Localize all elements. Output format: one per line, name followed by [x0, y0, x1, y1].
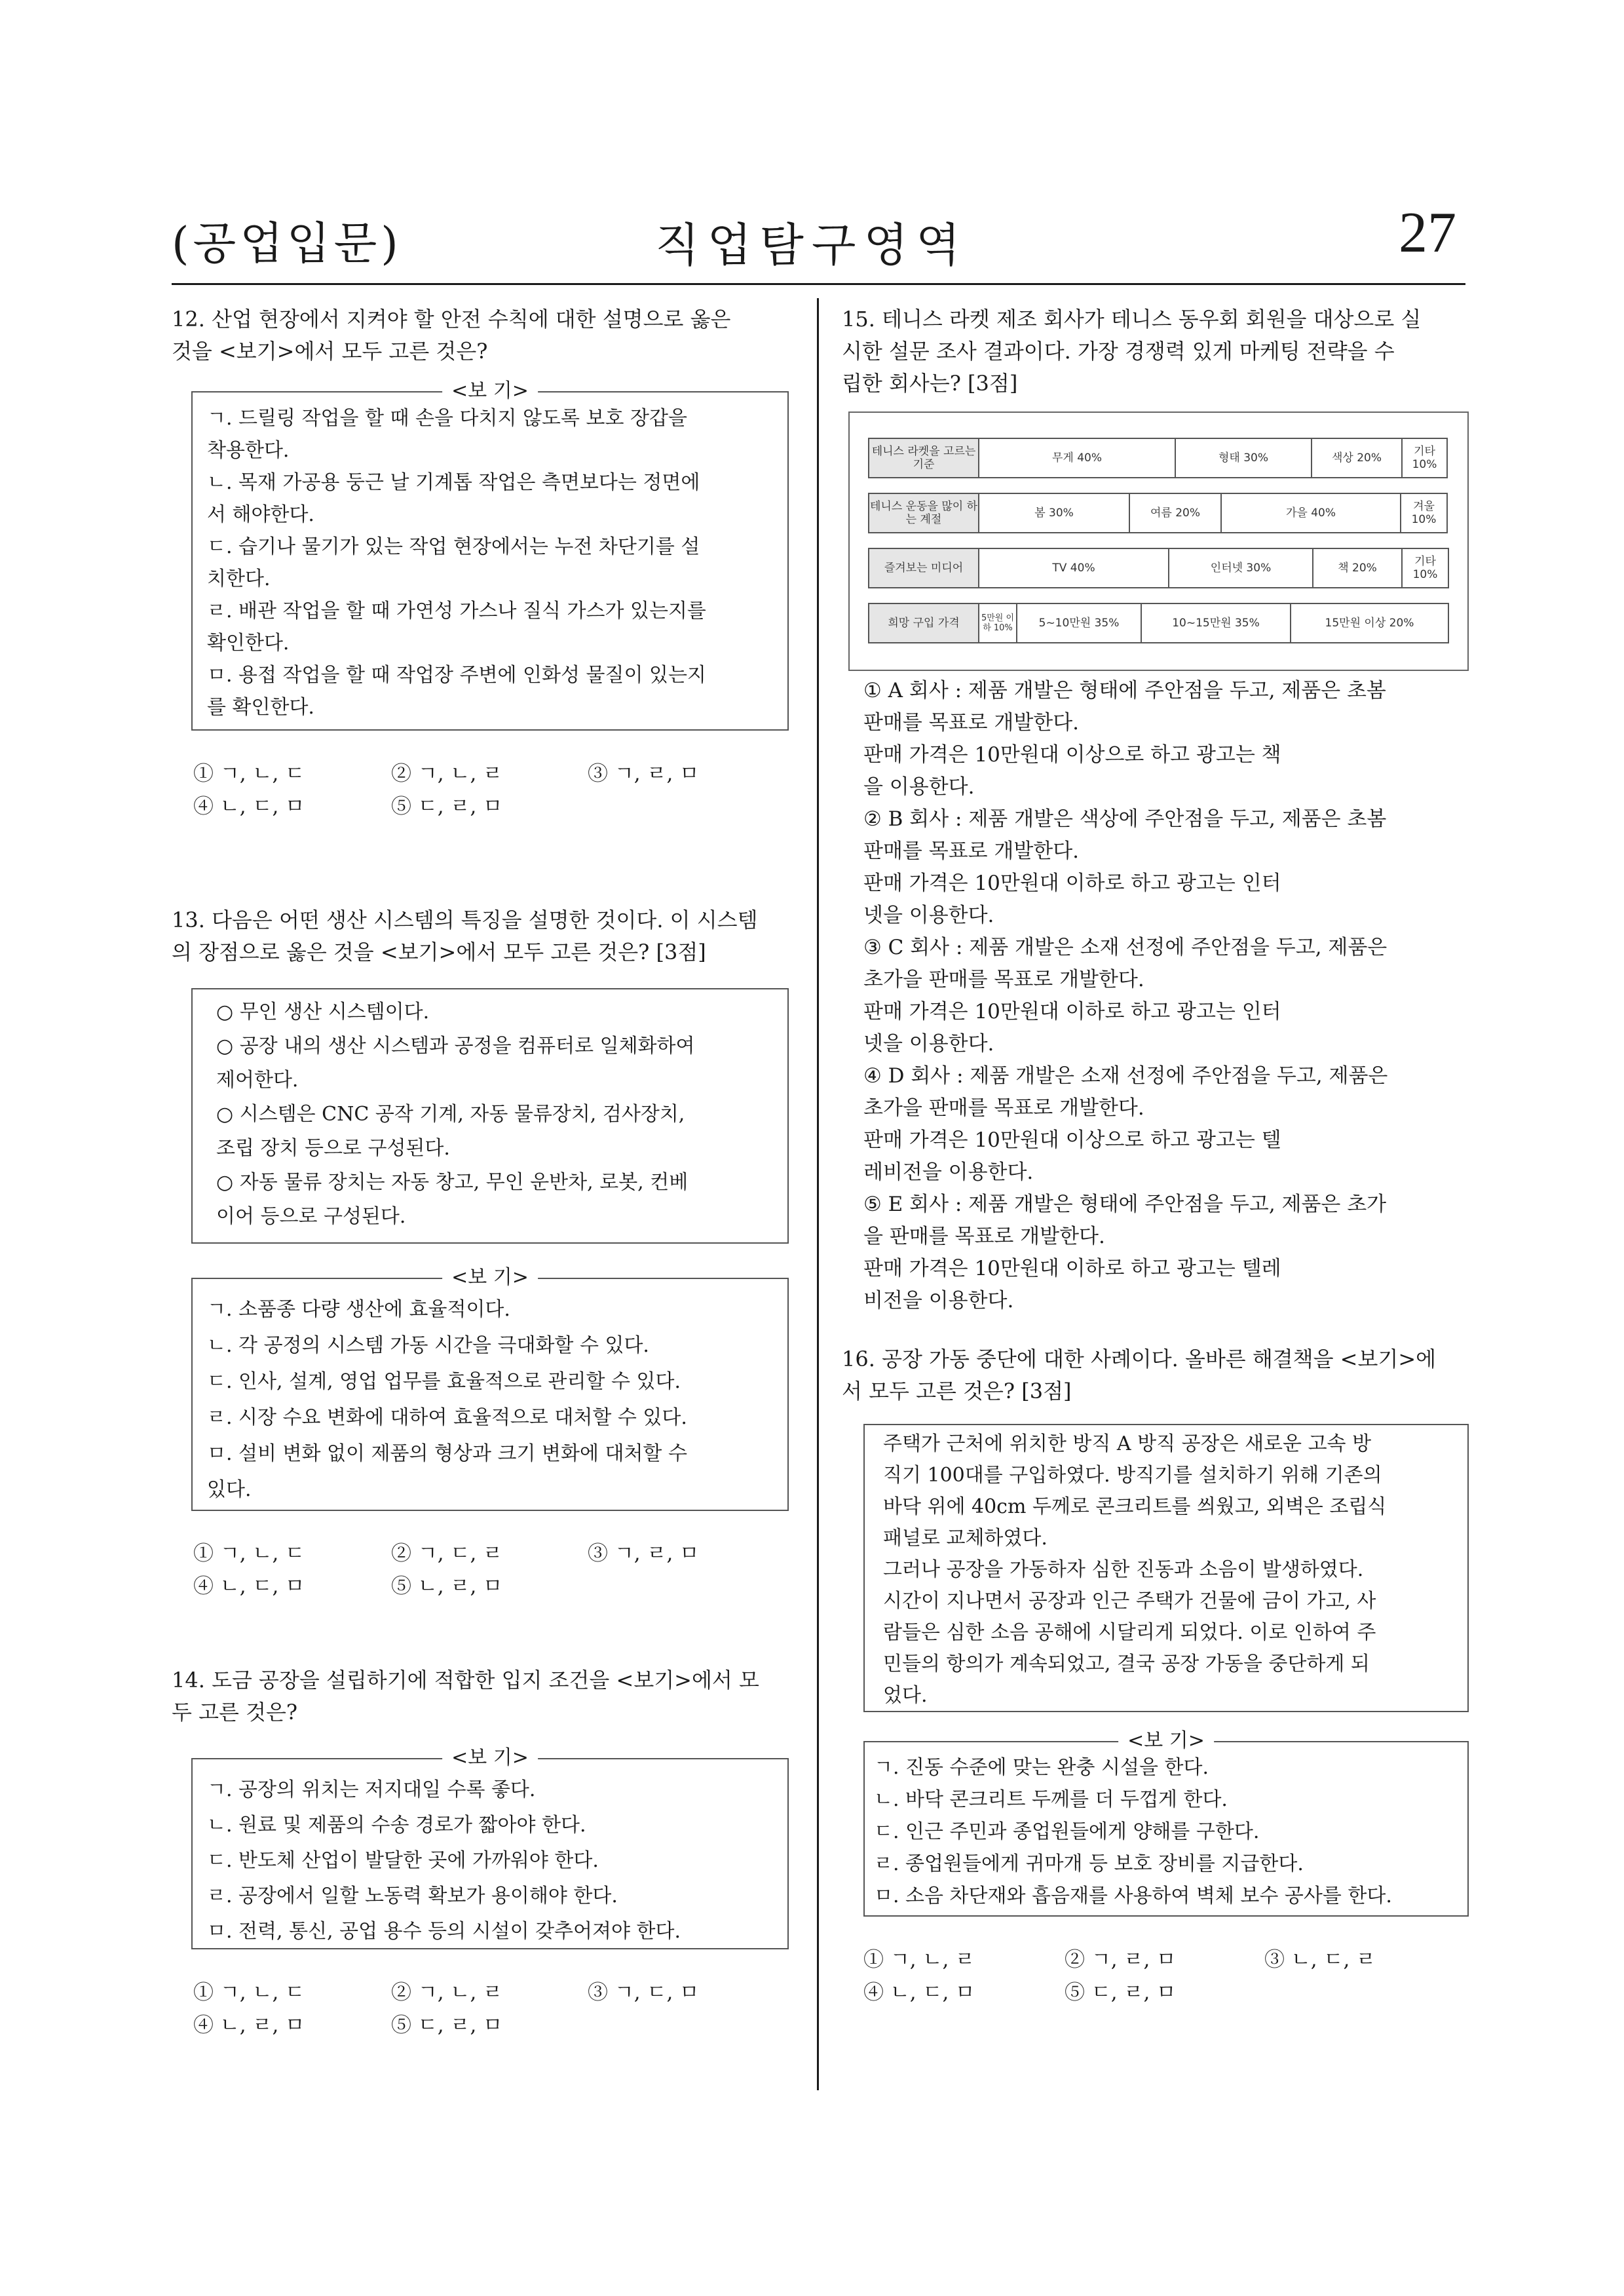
q12-option-3[interactable]: ③ ㄱ, ㄹ, ㅁ [588, 762, 700, 786]
q12-stem-line-1: 12. 산업 현장에서 지켜야 할 안전 수칙에 대한 설명으로 옳은 [172, 307, 731, 332]
q13-bogi-box [191, 1266, 789, 1511]
q16-passage-line: 그러나 공장을 가동하자 심한 진동과 소음이 발생하였다. [883, 1558, 1364, 1581]
q14-bogi-box [191, 1746, 789, 1949]
q13-option-1[interactable]: ① ㄱ, ㄴ, ㄷ [193, 1542, 305, 1565]
q14-option-5[interactable]: ⑤ ㄷ, ㄹ, ㅁ [391, 2014, 503, 2037]
survey-cell: 무게 40% [978, 438, 1176, 478]
survey-cell: 기타 10% [1401, 548, 1449, 588]
q13-info-line: ○ 무인 생산 시스템이다. [216, 1001, 430, 1024]
q15-option-5-line: 비전을 이용한다. [863, 1289, 1014, 1312]
q16-option-3[interactable]: ③ ㄴ, ㄷ, ㄹ [1264, 1948, 1376, 1972]
column-divider [817, 298, 819, 2090]
q15-option-3[interactable] [863, 932, 1387, 1060]
q12-option-1[interactable]: ① ㄱ, ㄴ, ㄷ [193, 762, 305, 786]
q12-bogi-line: 를 확인한다. [207, 696, 314, 719]
survey-cell: 겨울 10% [1400, 493, 1448, 533]
header-rule [172, 283, 1465, 285]
exam-subject: (공업입문) [172, 218, 402, 270]
q15-option-4-line: 판매 가격은 10만원대 이상으로 하고 광고는 텔 [863, 1128, 1281, 1152]
q14-option-4[interactable]: ④ ㄴ, ㄹ, ㅁ [193, 2014, 305, 2037]
q15-stem-line-2: 시한 설문 조사 결과이다. 가장 경쟁력 있게 마케팅 전략을 수 [842, 339, 1395, 364]
q13-bogi-line: 있다. [207, 1478, 252, 1501]
q14-option-3[interactable]: ③ ㄱ, ㄷ, ㅁ [588, 1981, 700, 2004]
q15-option-5-line: ⑤ E 회사 : 제품 개발은 형태에 주안점을 두고, 제품은 초가 [863, 1193, 1387, 1216]
q15-option-2-line: 넷을 이용한다. [863, 904, 994, 927]
q12-bogi-line: 착용한다. [207, 439, 290, 462]
q16-passage-line: 었다. [883, 1684, 928, 1707]
q12-bogi-box [191, 379, 789, 731]
q13-bogi-line: ㄷ. 인사, 설계, 영업 업무를 효율적으로 관리할 수 있다. [207, 1370, 681, 1393]
survey-row-header: 테니스 라켓을 고르는 기준 [868, 438, 979, 478]
q15-option-5-line: 을 판매를 목표로 개발한다. [863, 1225, 1105, 1248]
page-number: 27 [1399, 201, 1456, 265]
survey-cell: 5~10만원 35% [1016, 603, 1142, 643]
q13-option-2[interactable]: ② ㄱ, ㄷ, ㄹ [391, 1542, 503, 1565]
q13-option-3[interactable]: ③ ㄱ, ㄹ, ㅁ [588, 1542, 700, 1565]
q12-bogi-line: ㄱ. 드릴링 작업을 할 때 손을 다치지 않도록 보호 장갑을 [207, 407, 687, 430]
q13-info-line: 이어 등으로 구성된다. [216, 1205, 406, 1228]
survey-cell: 책 20% [1312, 548, 1403, 588]
q14-bogi-line: ㄱ. 공장의 위치는 저지대일 수록 좋다. [207, 1778, 536, 1801]
q14-bogi-line: ㄴ. 원료 및 제품의 수송 경로가 짧아야 한다. [207, 1814, 586, 1837]
q12-option-4[interactable]: ④ ㄴ, ㄷ, ㅁ [193, 795, 305, 818]
survey-row-header: 즐겨보는 미디어 [868, 548, 979, 588]
q13-info-line: ○ 자동 물류 장치는 자동 창고, 무인 운반차, 로봇, 컨베 [216, 1171, 689, 1194]
q16-option-5[interactable]: ⑤ ㄷ, ㄹ, ㅁ [1065, 1981, 1177, 2004]
q12-option-2[interactable]: ② ㄱ, ㄴ, ㄹ [391, 762, 503, 786]
q16-bogi-label: <보 기> [1118, 1728, 1214, 1754]
q15-option-5-line: 판매 가격은 10만원대 이하로 하고 광고는 텔레 [863, 1257, 1281, 1280]
q15-option-1-line: 판매를 목표로 개발한다. [863, 711, 1080, 735]
q14-bogi-line: ㄹ. 공장에서 일할 노동력 확보가 용이해야 한다. [207, 1885, 618, 1907]
q15-option-1[interactable] [863, 675, 1386, 803]
q16-passage-line: 시간이 지나면서 공장과 인근 주택가 건물에 금이 가고, 사 [883, 1590, 1376, 1613]
q14-stem-line-1: 14. 도금 공장을 설립하기에 적합한 입지 조건을 <보기>에서 모 [172, 1668, 759, 1693]
survey-cell: 색상 20% [1311, 438, 1403, 478]
survey-row-media [869, 548, 1450, 588]
q14-stem-line-2: 두 고른 것은? [172, 1700, 298, 1725]
q15-option-3-line: ③ C 회사 : 제품 개발은 소재 선정에 주안점을 두고, 제품은 [863, 936, 1388, 959]
survey-cell: 봄 30% [978, 493, 1130, 533]
q16-option-4[interactable]: ④ ㄴ, ㄷ, ㅁ [863, 1981, 975, 2004]
q16-bogi-box [863, 1729, 1469, 1917]
q15-option-2-line: 판매 가격은 10만원대 이하로 하고 광고는 인터 [863, 871, 1281, 895]
survey-cell: 10~15만원 35% [1141, 603, 1291, 643]
survey-row-price [869, 603, 1450, 643]
q13-option-4[interactable]: ④ ㄴ, ㄷ, ㅁ [193, 1575, 305, 1598]
q12-bogi-line: 확인한다. [207, 632, 290, 655]
survey-cell: 형태 30% [1175, 438, 1312, 478]
q13-stem-line-1: 13. 다음은 어떤 생산 시스템의 특징을 설명한 것이다. 이 시스템 [172, 908, 758, 932]
q12-bogi-line: 서 해야한다. [207, 503, 314, 526]
q13-info-box [191, 988, 789, 1244]
q13-info-line: 조립 장치 등으로 구성된다. [216, 1137, 450, 1160]
q16-bogi-line: ㄴ. 바닥 콘크리트 두께를 더 두껍게 한다. [874, 1788, 1228, 1811]
q14-bogi-label: <보 기> [442, 1745, 538, 1771]
survey-cell: 기타 10% [1401, 438, 1448, 478]
q16-stem-line-1: 16. 공장 가동 중단에 대한 사례이다. 올바른 해결책을 <보기>에 [842, 1347, 1437, 1371]
q14-bogi-line: ㄷ. 반도체 산업이 발달한 곳에 가까워야 한다. [207, 1849, 599, 1872]
q13-bogi-line: ㄱ. 소품종 다량 생산에 효율적이다. [207, 1298, 510, 1321]
survey-row-criteria [869, 438, 1450, 478]
survey-cell: TV 40% [978, 548, 1169, 588]
q15-option-5[interactable] [863, 1189, 1386, 1317]
q15-option-2-line: ② B 회사 : 제품 개발은 색상에 주안점을 두고, 제품은 초봄 [863, 807, 1387, 831]
q15-option-1-line: 을 이용한다. [863, 775, 975, 799]
q16-option-2[interactable]: ② ㄱ, ㄹ, ㅁ [1065, 1948, 1177, 1972]
q15-option-1-line: ① A 회사 : 제품 개발은 형태에 주안점을 두고, 제품은 초봄 [863, 679, 1386, 702]
q15-option-2-line: 판매를 목표로 개발한다. [863, 839, 1080, 863]
q15-option-3-line: 판매 가격은 10만원대 이하로 하고 광고는 인터 [863, 1000, 1281, 1024]
q12-bogi-line: ㄹ. 배관 작업을 할 때 가연성 가스나 질식 가스가 있는지를 [207, 600, 706, 622]
q15-option-4[interactable] [863, 1060, 1388, 1189]
q13-bogi-line: ㄹ. 시장 수요 변화에 대하여 효율적으로 대처할 수 있다. [207, 1406, 687, 1429]
q15-option-1-line: 판매 가격은 10만원대 이상으로 하고 광고는 책 [863, 743, 1281, 767]
q16-bogi-line: ㄱ. 진동 수준에 맞는 완충 시설을 한다. [874, 1756, 1209, 1779]
q16-bogi-line: ㄷ. 인근 주민과 종업원들에게 양해를 구한다. [874, 1820, 1260, 1843]
q16-passage-line: 바닥 위에 40cm 두께로 콘크리트를 씌웠고, 외벽은 조립식 [883, 1495, 1387, 1518]
survey-cell: 5만원 이하 10% [978, 603, 1017, 643]
survey-cell: 15만원 이상 20% [1290, 603, 1449, 643]
q15-option-3-line: 초가을 판매를 목표로 개발한다. [863, 968, 1144, 991]
q14-option-2[interactable]: ② ㄱ, ㄴ, ㄹ [391, 1981, 503, 2004]
q15-stem-line-1: 15. 테니스 라켓 제조 회사가 테니스 동우회 회원을 대상으로 실 [842, 307, 1422, 332]
q12-bogi-line: ㅁ. 용접 작업을 할 때 작업장 주변에 인화성 물질이 있는지 [207, 664, 706, 687]
survey-row-season [869, 493, 1450, 533]
survey-table [848, 411, 1469, 671]
q12-bogi-line: ㄷ. 습기나 물기가 있는 작업 현장에서는 누전 차단기를 설 [207, 535, 700, 558]
q15-option-4-line: 레비전을 이용한다. [863, 1160, 1034, 1184]
q13-info-line: ○ 공장 내의 생산 시스템과 공정을 컴퓨터로 일체화하여 [216, 1035, 695, 1058]
survey-row-header: 테니스 운동을 많이 하는 계절 [868, 493, 979, 533]
q15-option-4-line: ④ D 회사 : 제품 개발은 소재 선정에 주안점을 두고, 제품은 [863, 1064, 1388, 1088]
q13-stem-line-2: 의 장점으로 옳은 것을 <보기>에서 모두 고른 것은? [3점] [172, 940, 706, 965]
q13-info-line: ○ 시스템은 CNC 공작 기계, 자동 물류장치, 검사장치, [216, 1103, 685, 1126]
q16-bogi-line: ㅁ. 소음 차단재와 흡음재를 사용하여 벽체 보수 공사를 한다. [874, 1885, 1392, 1907]
q13-bogi-line: ㅁ. 설비 변화 없이 제품의 형상과 크기 변화에 대처할 수 [207, 1442, 687, 1465]
q12-bogi-line: ㄴ. 목재 가공용 둥근 날 기계톱 작업은 측면보다는 정면에 [207, 471, 700, 494]
q16-bogi-line: ㄹ. 종업원들에게 귀마개 등 보호 장비를 지급한다. [874, 1852, 1304, 1875]
q16-stem-line-2: 서 모두 고른 것은? [3점] [842, 1379, 1072, 1404]
q16-passage-line: 민들의 항의가 계속되었고, 결국 공장 가동을 중단하게 되 [883, 1653, 1370, 1675]
survey-cell: 여름 20% [1129, 493, 1222, 533]
q13-bogi-line: ㄴ. 각 공정의 시스템 가동 시간을 극대화할 수 있다. [207, 1334, 649, 1357]
q13-info-line: 제어한다. [216, 1069, 299, 1092]
survey-cell: 인터넷 30% [1168, 548, 1313, 588]
q13-bogi-label: <보 기> [442, 1265, 538, 1291]
q12-bogi-line: 치한다. [207, 567, 271, 590]
survey-row-header: 희망 구입 가격 [868, 603, 979, 643]
q15-stem-line-3: 립한 회사는? [3점] [842, 371, 1018, 396]
survey-cell: 가을 40% [1220, 493, 1401, 533]
q16-passage-line: 패널로 교체하였다. [883, 1527, 1048, 1550]
q16-passage-box [863, 1424, 1469, 1712]
q12-stem-line-2: 것을 <보기>에서 모두 고른 것은? [172, 339, 488, 364]
q16-option-1[interactable]: ① ㄱ, ㄴ, ㄹ [863, 1948, 975, 1972]
q15-option-2[interactable] [863, 803, 1386, 932]
q15-option-4-line: 초가을 판매를 목표로 개발한다. [863, 1096, 1144, 1120]
q16-passage-line: 람들은 심한 소음 공해에 시달리게 되었다. 이로 인하여 주 [883, 1621, 1376, 1644]
q14-option-1[interactable]: ① ㄱ, ㄴ, ㄷ [193, 1981, 305, 2004]
q14-bogi-line: ㅁ. 전력, 통신, 공업 용수 등의 시설이 갖추어져야 한다. [207, 1920, 681, 1943]
q16-passage-line: 주택가 근처에 위치한 방직 A 방직 공장은 새로운 고속 방 [883, 1432, 1372, 1455]
exam-area-title: 직업탐구영역 [655, 218, 968, 272]
q12-bogi-label: <보 기> [442, 378, 538, 404]
q12-option-5[interactable]: ⑤ ㄷ, ㄹ, ㅁ [391, 795, 503, 818]
q15-option-3-line: 넷을 이용한다. [863, 1032, 994, 1056]
q13-option-5[interactable]: ⑤ ㄴ, ㄹ, ㅁ [391, 1575, 503, 1598]
q16-passage-line: 직기 100대를 구입하였다. 방직기를 설치하기 위해 기존의 [883, 1464, 1382, 1487]
